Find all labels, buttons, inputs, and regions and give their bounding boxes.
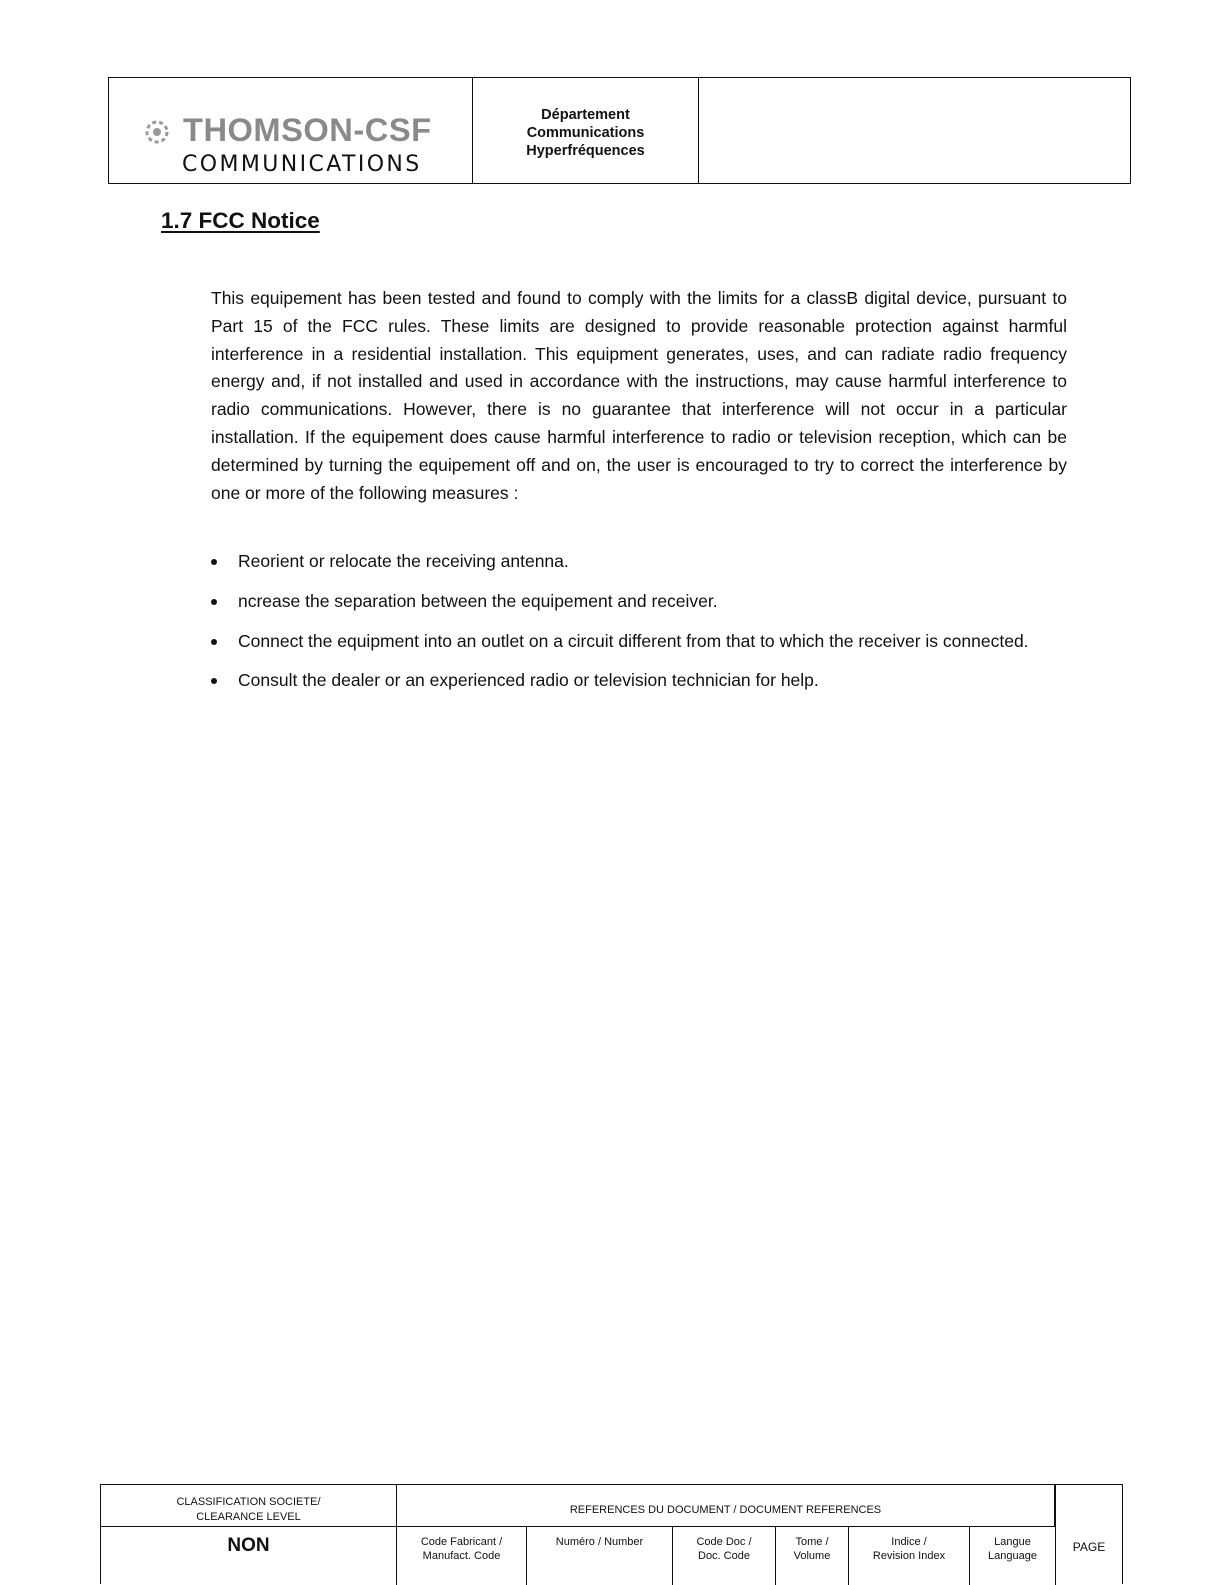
list-item [211, 628, 1067, 656]
page-label: PAGE [1055, 1527, 1122, 1585]
list-item [211, 588, 1067, 616]
logo-brand-text: THOMSON-CSF [183, 112, 432, 148]
revision-index-cell [849, 1527, 970, 1585]
section-title: 1.7 FCC Notice [161, 208, 320, 233]
volume-cell [776, 1527, 849, 1585]
logo-sub-text: COMMUNICATIONS [182, 152, 422, 177]
classification-line-1: CLASSIFICATION SOCIETE/ [176, 1496, 321, 1508]
language-line-2: Language [988, 1550, 1037, 1562]
header-blank-cell [699, 78, 1130, 183]
classification-value: NON [101, 1527, 397, 1585]
classification-header [101, 1485, 397, 1527]
bullet-icon [211, 639, 217, 645]
manufact-code-line-2: Manufact. Code [422, 1550, 501, 1562]
document-footer [100, 1484, 1123, 1584]
list-item-text: ncrease the separation between the equipement and receiver. [238, 590, 718, 611]
thomson-logo-icon [145, 120, 169, 144]
list-item-text: Reorient or relocate the receiving antenna. [238, 551, 569, 571]
fcc-paragraph: This equipement has been tested and found to comply with the limits for a classB digital device, pursuant to Part 15 of the FCC rules. These limits are designed to provide reasonable protection against harmful interference in a residential installation. This equipment generates, uses, and can radiate radio frequency energy and, if not installed and used in accordance with the instructions, may cause harmful interference to radio communications. However, there is no guarantee that interference will not occur in a particular installation. If the equipement does cause harmful interference to radio or television reception, which can be determined by turning the equipement off and on, the user is encouraged to try to correct the interference by one or more of the following measures : [211, 288, 1067, 503]
references-header: REFERENCES DU DOCUMENT / DOCUMENT REFERENCES [397, 1485, 1055, 1527]
list-item-text: Connect the equipment into an outlet on a circuit different from that to which the receiver is connected. [238, 630, 1029, 651]
department-line-2: Communications [526, 125, 645, 141]
doc-code-cell [673, 1527, 776, 1585]
list-item-text: Consult the dealer or an experienced radio or television technician for help. [238, 670, 819, 691]
number-label: Numéro / Number [555, 1536, 644, 1548]
number-cell [527, 1527, 673, 1585]
doc-code-line-2: Doc. Code [698, 1550, 750, 1562]
language-line-1: Langue [994, 1536, 1031, 1548]
company-logo [109, 78, 473, 183]
manufact-code-cell [397, 1527, 527, 1585]
list-item [211, 548, 1067, 576]
department-line-3: Hyperfréquences [526, 143, 645, 159]
department-cell [473, 78, 699, 183]
bullet-icon [211, 599, 217, 605]
bullet-icon [211, 559, 217, 565]
revision-index-line-2: Revision Index [872, 1550, 946, 1562]
language-cell [970, 1527, 1055, 1585]
volume-line-1: Tome / [795, 1536, 829, 1548]
revision-index-line-1: Indice / [891, 1536, 927, 1548]
measures-list [211, 548, 1067, 707]
doc-code-line-1: Code Doc / [696, 1536, 752, 1548]
document-header [108, 77, 1131, 184]
manufact-code-line-1: Code Fabricant / [420, 1536, 503, 1548]
page-header-cell [1055, 1485, 1122, 1527]
bullet-icon [211, 678, 217, 684]
list-item [211, 667, 1067, 695]
classification-line-2: CLEARANCE LEVEL [196, 1511, 301, 1523]
department-line-1: Département [541, 107, 630, 123]
volume-line-2: Volume [793, 1550, 831, 1562]
